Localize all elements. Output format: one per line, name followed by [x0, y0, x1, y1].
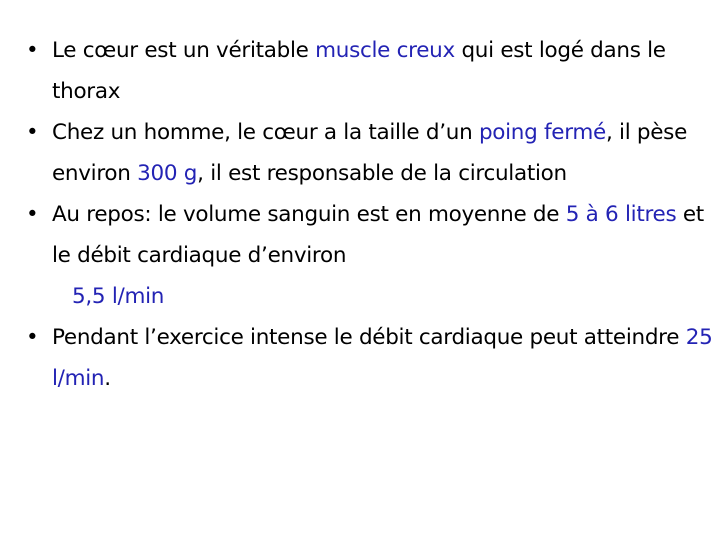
bullet-text: .: [104, 366, 111, 391]
bullet-text: et le débit cardiaque d’environ: [52, 202, 704, 268]
bullet-item-rest-volume: [26, 194, 716, 317]
highlight-5-5-lmin: 5,5 l/min: [72, 284, 165, 309]
bullet-marker: •: [26, 325, 39, 350]
bullet-text: Le cœur est un véritable: [52, 38, 316, 63]
bullet-marker: •: [26, 202, 39, 227]
bullet-marker: •: [26, 38, 39, 63]
bullet-text: , il pèse environ: [52, 120, 688, 186]
bullet-text: Pendant l’exercice intense le débit cardiaque peut atteindre: [52, 325, 686, 350]
bullet-marker: •: [26, 120, 39, 145]
bullet-list: [26, 30, 716, 399]
bullet-text: Au repos: le volume sanguin est en moyenne de: [52, 202, 566, 227]
bullet-item-heart-muscle: [26, 30, 716, 112]
highlight-muscle-creux: muscle creux: [315, 38, 455, 63]
bullet-text: qui est logé dans le thorax: [52, 38, 666, 104]
bullet-text: Chez un homme, le cœur a la taille d’un: [52, 120, 479, 145]
bullet-text: , il est responsable de la circulation: [197, 161, 567, 186]
highlight-poing-ferme: poing fermé: [478, 120, 606, 145]
highlight-300g: 300 g: [137, 161, 198, 186]
bullet-item-heart-size: [26, 112, 716, 194]
highlight-5-6-litres: 5 à 6 litres: [565, 202, 677, 227]
bullet-item-exercise: [26, 317, 716, 399]
highlight-25-lmin: 25 l/min: [52, 325, 713, 391]
